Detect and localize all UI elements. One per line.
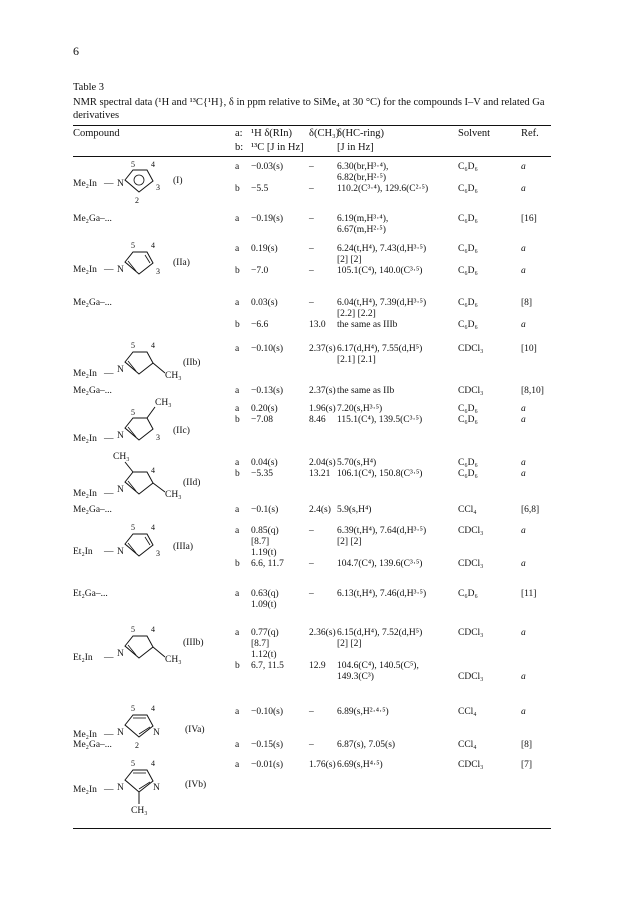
cell-solvent: C₆D₆ (458, 458, 478, 468)
cell-ab: b (235, 661, 240, 671)
struct-n: N (117, 783, 124, 793)
cell-hc: [2.1] [2.1] (337, 355, 376, 365)
cell-rln: 6.7, 11.5 (251, 661, 284, 671)
ga-label-6: Me₂Ga–... (73, 740, 112, 750)
cell-ref: a (521, 672, 526, 682)
cell-ch3: 13.0 (309, 320, 326, 330)
ga-label-5: Et₂Ga–... (73, 589, 108, 599)
header-rule (73, 156, 551, 157)
cell-solvent: CDCl₃ (458, 760, 484, 770)
cell-ab: a (235, 760, 240, 770)
struct-pos2: 2 (135, 196, 139, 205)
struct-bond: — (104, 265, 114, 275)
ga-label-2: Me₂Ga–... (73, 298, 112, 308)
cell-rln: −0.10(s) (251, 344, 284, 354)
cell-rln: −0.15(s) (251, 740, 284, 750)
cell-ref: [10] (521, 344, 537, 354)
struct-pos5: 5 (131, 523, 135, 532)
cell-ab: a (235, 458, 240, 468)
struct-pos3: 3 (156, 549, 160, 558)
struct-pos5: 5 (131, 759, 135, 768)
cell-hc: 6.67(m,H²·⁵) (337, 225, 386, 235)
cell-ref: a (521, 244, 526, 254)
cell-ch3: 8.46 (309, 415, 326, 425)
cell-solvent: C₆D₆ (458, 298, 478, 308)
cell-ab: a (235, 707, 240, 717)
cell-ref: a (521, 707, 526, 717)
struct-label-IIb: (IIb) (183, 358, 201, 368)
ga-label-3: Me₂Ga–... (73, 386, 112, 396)
struct-pos4: 4 (151, 704, 155, 713)
struct-label-IIc: (IIc) (173, 426, 190, 436)
cell-ab: a (235, 740, 240, 750)
structure-IIIa (73, 522, 223, 566)
cell-rln: 1.12(t) (251, 650, 277, 660)
cell-ch3: 12.9 (309, 661, 326, 671)
cell-hc: [2] [2] (337, 255, 362, 265)
cell-hc: 149.3(C³) (337, 672, 374, 682)
cell-hc: 7.20(s,H³·⁵) (337, 404, 383, 414)
cell-hc: 6.17(d,H⁴), 7.55(d,H⁵) (337, 344, 423, 354)
cell-hc: 6.89(s,H²·⁴·⁵) (337, 707, 389, 717)
cell-ch3: 1.76(s) (309, 760, 336, 770)
header-hc-b: [J in Hz] (337, 142, 374, 153)
cell-ref: [11] (521, 589, 537, 599)
cell-rln: 1.19(t) (251, 548, 277, 558)
cell-solvent: CDCl₃ (458, 526, 484, 536)
cell-ch3: 2.36(s) (309, 628, 336, 638)
cell-ch3: 13.21 (309, 469, 331, 479)
structure-IIIb (73, 624, 233, 668)
header-ref: Ref. (521, 128, 539, 139)
cell-hc: the same as IIb (337, 386, 395, 396)
pyrazole-ring-icon (73, 522, 223, 566)
struct-pos5: 5 (131, 241, 135, 250)
structure-IIa (73, 240, 223, 280)
cell-solvent: C₆D₆ (458, 404, 478, 414)
cell-ref: a (521, 320, 526, 330)
cell-ch3: – (309, 707, 314, 717)
cell-rln: 0.03(s) (251, 298, 278, 308)
cell-solvent: C₆D₆ (458, 184, 478, 194)
struct-me2in: Me₂In (73, 489, 97, 499)
cell-solvent: C₆D₆ (458, 162, 478, 172)
header-ch3: δ(CH₃) (309, 128, 340, 139)
structure-IVb (73, 758, 223, 824)
struct-n2: N (153, 783, 160, 793)
cell-ref: [8] (521, 298, 533, 308)
cell-hc: 6.24(t,H⁴), 7.43(d,H³·⁵) (337, 244, 427, 254)
struct-n: N (117, 547, 124, 557)
struct-pos2: 2 (135, 741, 139, 750)
cell-hc: 6.19(m,H³·⁴), (337, 214, 389, 224)
cell-ref: a (521, 162, 526, 172)
struct-bond: — (104, 730, 114, 740)
header-rln-b: ¹³C [J in Hz] (251, 142, 304, 153)
cell-ref: [8] (521, 740, 533, 750)
cell-rln: [8.7] (251, 537, 270, 547)
cell-hc: 106.1(C⁴), 150.8(C³·⁵) (337, 469, 423, 479)
cell-rln: 0.77(q) (251, 628, 279, 638)
struct-ch3-2: CH₃ (165, 490, 182, 500)
struct-bond: — (104, 653, 114, 663)
struct-n: N (117, 431, 124, 441)
struct-me2in: Me₂In (73, 179, 97, 189)
struct-label-IId: (IId) (183, 478, 201, 488)
struct-label-I: (I) (173, 176, 183, 186)
struct-pos3: 3 (156, 183, 160, 192)
header-solvent: Solvent (458, 128, 491, 139)
struct-pos3: 3 (156, 267, 160, 276)
struct-n: N (117, 728, 124, 738)
header-ab-a: a: (235, 128, 243, 139)
struct-ch3: CH₃ (165, 371, 182, 381)
struct-bond: — (104, 785, 114, 795)
cell-ab: a (235, 404, 240, 414)
struct-ch3: CH₃ (165, 655, 182, 665)
cell-ref: a (521, 458, 526, 468)
cell-rln: −0.10(s) (251, 707, 284, 717)
cell-ab: a (235, 589, 240, 599)
cell-ab: b (235, 559, 240, 569)
cell-rln: −0.03(s) (251, 162, 284, 172)
structure-I (73, 158, 213, 208)
cell-solvent: C₆D₆ (458, 469, 478, 479)
cell-solvent: C₆D₆ (458, 589, 478, 599)
cell-hc: 115.1(C⁴), 139.5(C³·⁵) (337, 415, 423, 425)
struct-pos5: 5 (131, 625, 135, 634)
header-compound: Compound (73, 128, 120, 139)
struct-me2in: Me₂In (73, 265, 97, 275)
header-hc-a: δ(HC-ring) (337, 128, 384, 139)
cell-ch3: – (309, 526, 314, 536)
cell-hc: 6.13(t,H⁴), 7.46(d,H³·⁵) (337, 589, 427, 599)
cell-ch3: 2.04(s) (309, 458, 336, 468)
struct-bond: — (104, 434, 114, 444)
cell-rln: −0.19(s) (251, 214, 284, 224)
cell-ch3: – (309, 298, 314, 308)
header-ab-b: b: (235, 142, 244, 153)
cell-ab: a (235, 344, 240, 354)
cell-solvent: C₆D₆ (458, 244, 478, 254)
cell-rln: 6.6, 11.7 (251, 559, 284, 569)
struct-pos4: 4 (151, 759, 155, 768)
cell-rln: [8.7] (251, 639, 270, 649)
struct-bond: — (104, 489, 114, 499)
struct-et2in: Et₂In (73, 547, 93, 557)
cell-solvent: CDCl₃ (458, 344, 484, 354)
cell-solvent: CDCl₃ (458, 628, 484, 638)
struct-label-IVa: (IVa) (185, 725, 205, 735)
cell-ab: b (235, 184, 240, 194)
cell-ch3: – (309, 266, 314, 276)
cell-ref: a (521, 184, 526, 194)
cell-ref: [7] (521, 760, 533, 770)
cell-hc: 6.30(br,H³·⁴), (337, 162, 389, 172)
struct-me2in: Me₂In (73, 434, 97, 444)
cell-rln: −0.13(s) (251, 386, 284, 396)
struct-pos4: 4 (151, 341, 155, 350)
top-rule (73, 125, 551, 126)
cell-ab: b (235, 415, 240, 425)
struct-n: N (117, 179, 124, 189)
struct-pos5: 5 (131, 408, 135, 417)
struct-n2: N (153, 728, 160, 738)
cell-ref: a (521, 404, 526, 414)
cell-solvent: C₆D₆ (458, 320, 478, 330)
cell-hc: 105.1(C⁴), 140.0(C³·⁵) (337, 266, 423, 276)
struct-pos4: 4 (151, 466, 155, 475)
cell-solvent: CDCl₃ (458, 386, 484, 396)
cell-rln: −7.08 (251, 415, 273, 425)
cell-ab: a (235, 386, 240, 396)
struct-me2in: Me₂In (73, 369, 97, 379)
cell-rln: −6.6 (251, 320, 269, 330)
table-caption: NMR spectral data (¹H and ¹³C{¹H}, δ in ppm relative to SiMe₄ at 30 °C) for the compounds I–V and related Ga derivatives (73, 97, 545, 121)
cell-rln: 0.04(s) (251, 458, 278, 468)
struct-n: N (117, 265, 124, 275)
cell-hc: the same as IIIb (337, 320, 398, 330)
cell-ch3: 2.37(s) (309, 344, 336, 354)
cell-ab: a (235, 244, 240, 254)
header-rln-a: ¹H δ(RIn) (251, 128, 293, 139)
cell-hc: 6.04(t,H⁴), 7.39(d,H³·⁵) (337, 298, 427, 308)
cell-ab: a (235, 214, 240, 224)
cell-solvent: CCl₄ (458, 740, 477, 750)
struct-pos4: 4 (151, 523, 155, 532)
cell-solvent: CDCl₃ (458, 559, 484, 569)
struct-label-IIIa: (IIIa) (173, 542, 194, 552)
cell-rln: −0.1(s) (251, 505, 279, 515)
dimethylpyrazole-ring-icon (73, 452, 233, 502)
cell-ch3: 2.37(s) (309, 386, 336, 396)
struct-n: N (117, 649, 124, 659)
cell-ab: a (235, 526, 240, 536)
struct-et2in: Et₂In (73, 653, 93, 663)
cell-ab: b (235, 320, 240, 330)
struct-pos5: 5 (131, 341, 135, 350)
struct-label-IIIb: (IIIb) (183, 638, 204, 648)
cell-rln: −5.5 (251, 184, 269, 194)
cell-ref: [16] (521, 214, 537, 224)
cell-ab: a (235, 162, 240, 172)
cell-rln: −7.0 (251, 266, 269, 276)
cell-rln: 0.19(s) (251, 244, 278, 254)
struct-ch3: CH₃ (113, 452, 130, 462)
cell-hc: 110.2(C³·⁴), 129.6(C²·⁵) (337, 184, 429, 194)
cell-solvent: C₆D₆ (458, 266, 478, 276)
cell-ref: a (521, 266, 526, 276)
cell-hc: 5.70(s,H⁴) (337, 458, 377, 468)
cell-ch3: – (309, 162, 314, 172)
cell-ref: [6,8] (521, 505, 540, 515)
struct-pos4: 4 (151, 160, 155, 169)
cell-solvent: C₆D₆ (458, 415, 478, 425)
struct-n: N (117, 485, 124, 495)
cell-rln: 1.09(t) (251, 600, 277, 610)
struct-n: N (117, 365, 124, 375)
cell-solvent: CDCl₃ (458, 672, 484, 682)
cell-ch3: – (309, 559, 314, 569)
cell-ch3: – (309, 740, 314, 750)
cell-hc: 104.6(C⁴), 140.5(C⁵), (337, 661, 419, 671)
structure-IIb (73, 340, 223, 384)
cell-ch3: – (309, 184, 314, 194)
cell-ch3: 1.96(s) (309, 404, 336, 414)
ga-label-4: Me₂Ga–... (73, 505, 112, 515)
struct-pos5: 5 (131, 160, 135, 169)
cell-solvent: CCl₄ (458, 505, 477, 515)
cell-ref: [8,10] (521, 386, 544, 396)
struct-pos5: 5 (131, 704, 135, 713)
cell-ab: a (235, 628, 240, 638)
cell-hc: 6.15(d,H⁴), 7.52(d,H⁵) (337, 628, 423, 638)
cell-solvent: C₆D₆ (458, 214, 478, 224)
cell-ref: a (521, 559, 526, 569)
cell-ref: a (521, 469, 526, 479)
cell-rln: 0.85(q) (251, 526, 279, 536)
struct-bond: — (104, 547, 114, 557)
ga-label-1: Me₂Ga–... (73, 214, 112, 224)
struct-ch3: CH₃ (131, 806, 148, 816)
cell-hc: 6.82(br,H²·⁵) (337, 173, 387, 183)
cell-hc: [2] [2] (337, 639, 362, 649)
cell-ch3: 2.4(s) (309, 505, 331, 515)
table-label: Table 3 (73, 82, 105, 93)
struct-me2in: Me₂In (73, 785, 97, 795)
cell-ch3: – (309, 244, 314, 254)
struct-bond: — (104, 179, 114, 189)
cell-hc: [2.2] [2.2] (337, 309, 376, 319)
struct-pos4: 4 (151, 241, 155, 250)
cell-hc: 5.9(s,H⁴) (337, 505, 372, 515)
struct-pos3: 3 (156, 433, 160, 442)
cell-hc: 6.69(s,H⁴·⁵) (337, 760, 383, 770)
cell-rln: −5.35 (251, 469, 273, 479)
cell-hc: 104.7(C⁴), 139.6(C³·⁵) (337, 559, 423, 569)
cell-ab: a (235, 505, 240, 515)
struct-pos4: 4 (151, 625, 155, 634)
cell-hc: 6.39(t,H⁴), 7.64(d,H³·⁵) (337, 526, 427, 536)
structure-IIc (73, 398, 223, 446)
cell-ref: a (521, 628, 526, 638)
structure-IId (73, 452, 233, 502)
page-number: 6 (73, 44, 79, 58)
cell-ref: a (521, 415, 526, 425)
cell-ch3: – (309, 589, 314, 599)
struct-label-IVb: (IVb) (185, 780, 207, 790)
cell-rln: −0.01(s) (251, 760, 284, 770)
cell-hc: [2] [2] (337, 537, 362, 547)
cell-ch3: – (309, 214, 314, 224)
cell-ab: b (235, 469, 240, 479)
cell-hc: 6.87(s), 7.05(s) (337, 740, 396, 750)
bottom-rule (73, 828, 551, 829)
cell-rln: 0.20(s) (251, 404, 278, 414)
cell-ref: a (521, 526, 526, 536)
cell-rln: 0.63(q) (251, 589, 279, 599)
cell-ab: b (235, 266, 240, 276)
cell-ab: a (235, 298, 240, 308)
struct-bond: — (104, 369, 114, 379)
struct-label-IIa: (IIa) (173, 258, 190, 268)
cell-solvent: CCl₄ (458, 707, 477, 717)
struct-ch3: CH₃ (155, 398, 172, 408)
struct-me2in: Me₂In (73, 730, 97, 740)
